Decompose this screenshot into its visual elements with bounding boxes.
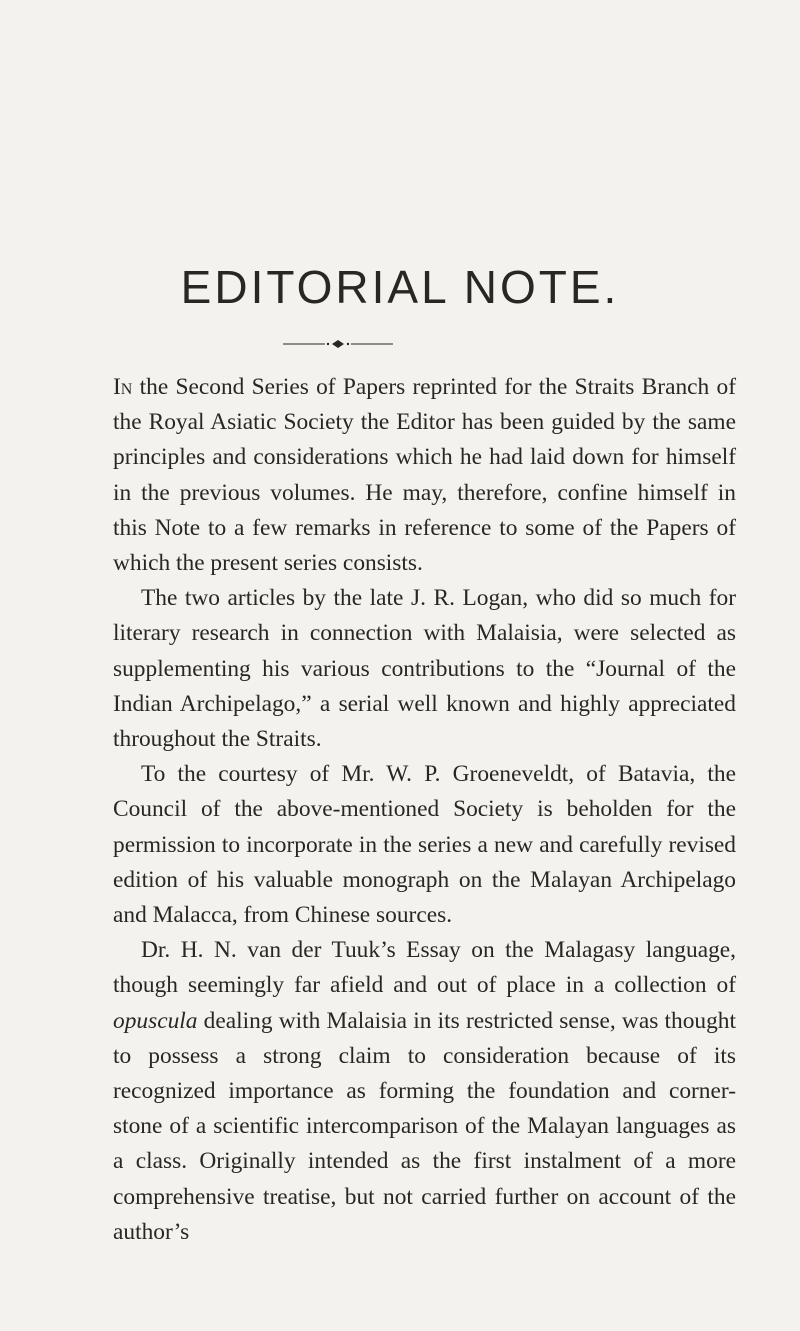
paragraph-1 — [113, 370, 736, 581]
decorative-rule-icon — [283, 338, 393, 350]
paragraph-2: The two articles by the late J. R. Logan, who did so much for literary research in connection with Malaisia, were selected as supplementing his various contributions to the “Journal of the Indian Archipelago,” a serial well known and highly appreciated throughout the Straits. — [113, 585, 736, 753]
paragraph-text: the Second Series of Papers reprinted for the Straits Branch of the Royal Asiatic Society the Editor has been guided by the same principles and considerations which he had laid down for himself in the previous volumes. He may, therefore, confine himself in this Note to a few remarks in reference to some of the Papers of which the present series consists. — [113, 374, 736, 577]
paragraph-3: To the courtesy of Mr. W. P. Groeneveldt, of Batavia, the Council of the above-mentioned Society is beholden for the permission to incorporate in the series a new and carefully revised edition of his valuable monograph on the Malayan Archipelago and Malacca, from Chinese sources. — [113, 761, 736, 929]
paragraph-text: dealing with Malaisia in its restricted sense, was thought to possess a strong claim to consideration because of its recognized importance as forming the foundation and corner-stone of a scientific intercomparison of the Malayan languages as a class. Originally intended as the first instalment of a more comprehensive treatise, but not carried further on account of the author’s — [113, 1007, 736, 1245]
body-text — [113, 370, 736, 1250]
paragraph-text: Dr. H. N. van der Tuuk’s Essay on the Malagasy language, though seemingly far afield and out of place in a collection of — [113, 937, 736, 999]
italic-term: opuscula — [113, 1007, 198, 1034]
paragraph-4 — [113, 933, 736, 1250]
page-title: EDITORIAL NOTE. — [180, 261, 620, 313]
paragraph-lead-word: In — [113, 374, 133, 400]
